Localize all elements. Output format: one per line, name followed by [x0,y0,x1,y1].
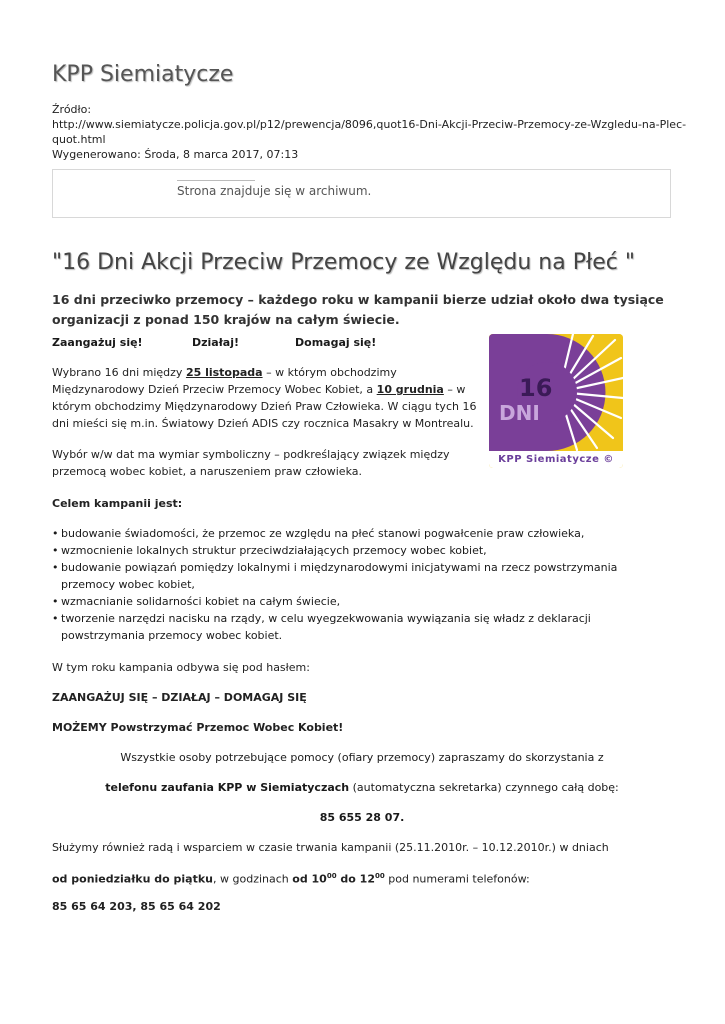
office-hours [52,868,530,888]
archive-notice [52,169,671,218]
slogan-3: Domagaj się! [295,336,377,349]
invite-line-2-rest: (automatyczna sekretarka) czynnego całą dobę: [349,781,619,794]
support-text: Służymy również radą i wsparciem w czasie trwania kampanii (25.11.2010r. – 10.12.2010r.) w dniach [52,841,609,854]
document-meta [52,102,725,162]
article-lead: 16 dni przeciwko przemocy – każdego roku w kampanii bierze udział około dwa tysiące organizacji z ponad 150 krajów na całym świecie. [52,292,664,327]
date-10-grudnia: 10 grudnia [376,383,444,396]
list-item: • wzmocnienie lokalnych struktur przeciwdziałających przemocy wobec kobiet, [52,542,672,559]
logo-number: 16 [519,374,553,402]
sunburst-graphic [489,334,623,468]
hours-days: od poniedziałku do piątku [52,872,214,886]
p1-text-c: – w którym obchodzimy Międzynarodowy Dzień Praw Człowieka. W ciągu tych 16 dni mieści się m.in. Światowy Dzień ADIS czy rocznica Masakry w Montrealu. [52,383,477,430]
p1-text-a: Wybrano 16 dni między [52,366,186,379]
list-item: • wzmacnianie solidarności kobiet na całym świecie, [52,593,672,610]
hotline-number: 85 655 28 07. [319,811,405,824]
list-item: • tworzenie narzędzi nacisku na rządy, w celu wyegzekwowania wywiązania się władz z deklaracji powstrzymania przemocy wobec kobiet. [52,610,672,644]
motto-line-2: MOŻEMY Powstrzymać Przemoc Wobec Kobiet! [52,721,344,734]
archive-text: Strona znajduje się w archiwum. [177,184,372,198]
hours-from: od 10 [292,872,327,886]
source-label: Źródło: [52,103,92,116]
hotline-label: telefonu zaufania KPP w Siemiatyczach [105,781,350,794]
motto-line-1: ZAANGAŻUJ SIĘ – DZIAŁAJ – DOMAGAJ SIĘ [52,691,307,704]
source-url[interactable]: http://www.siemiatycze.policja.gov.pl/p12/prewencja/8096,quot16-Dni-Akcji-Przeciw-Przemocy-ze-Wzgledu-na-Plec-quot.html [52,118,687,146]
list-item: • budowanie świadomości, że przemoc ze względu na płeć stanowi pogwałcenie praw człowieka, [52,525,672,542]
slogan-2: Działaj! [192,336,240,349]
article-title: "16 Dni Akcji Przeciw Przemocy ze Względu na Płeć " [52,250,635,275]
hours-to: do 12 [336,872,375,886]
paragraph-symbolic: Wybór w/w dat ma wymiar symboliczny – podkreślający związek między przemocą wobec kobiet, a naruszeniem praw człowieka. [52,448,450,478]
list-item: • budowanie powiązań pomiędzy lokalnymi i międzynarodowymi inicjatywami na rzecz powstrzymania przemocy wobec kobiet, [52,559,672,593]
paragraph-dates [52,364,482,432]
date-25-listopada: 25 listopada [185,366,263,379]
phone-numbers: 85 65 64 203, 85 65 64 202 [52,900,221,913]
invite-line-2 [52,779,672,796]
hours-tail: pod numerami telefonów: [384,872,530,886]
goals-list [52,525,672,644]
motto-intro: W tym roku kampania odbywa się pod hasłem: [52,661,310,674]
campaign-logo [489,334,623,468]
p1-text-b: – w którym obchodzimy Międzynarodowy Dzień Przeciw Przemocy Wobec Kobiet, a [52,366,397,396]
site-title: KPP Siemiatycze [52,62,234,87]
hours-mid: , w godzinach [213,872,293,886]
invite-line-1: Wszystkie osoby potrzebujące pomocy (ofiary przemocy) zapraszamy do skorzystania z [120,751,604,764]
logo-word: DNI [499,401,540,425]
logo-caption: KPP Siemiatycze © [489,451,623,468]
generated-date: Wygenerowano: Środa, 8 marca 2017, 07:13 [52,148,299,161]
hours-to-minutes: 00 [375,872,385,880]
hours-from-minutes: 00 [326,872,337,880]
goals-heading: Celem kampanii jest: [52,497,183,510]
slogan-1: Zaangażuj się! [52,336,143,349]
archive-divider [177,180,255,181]
